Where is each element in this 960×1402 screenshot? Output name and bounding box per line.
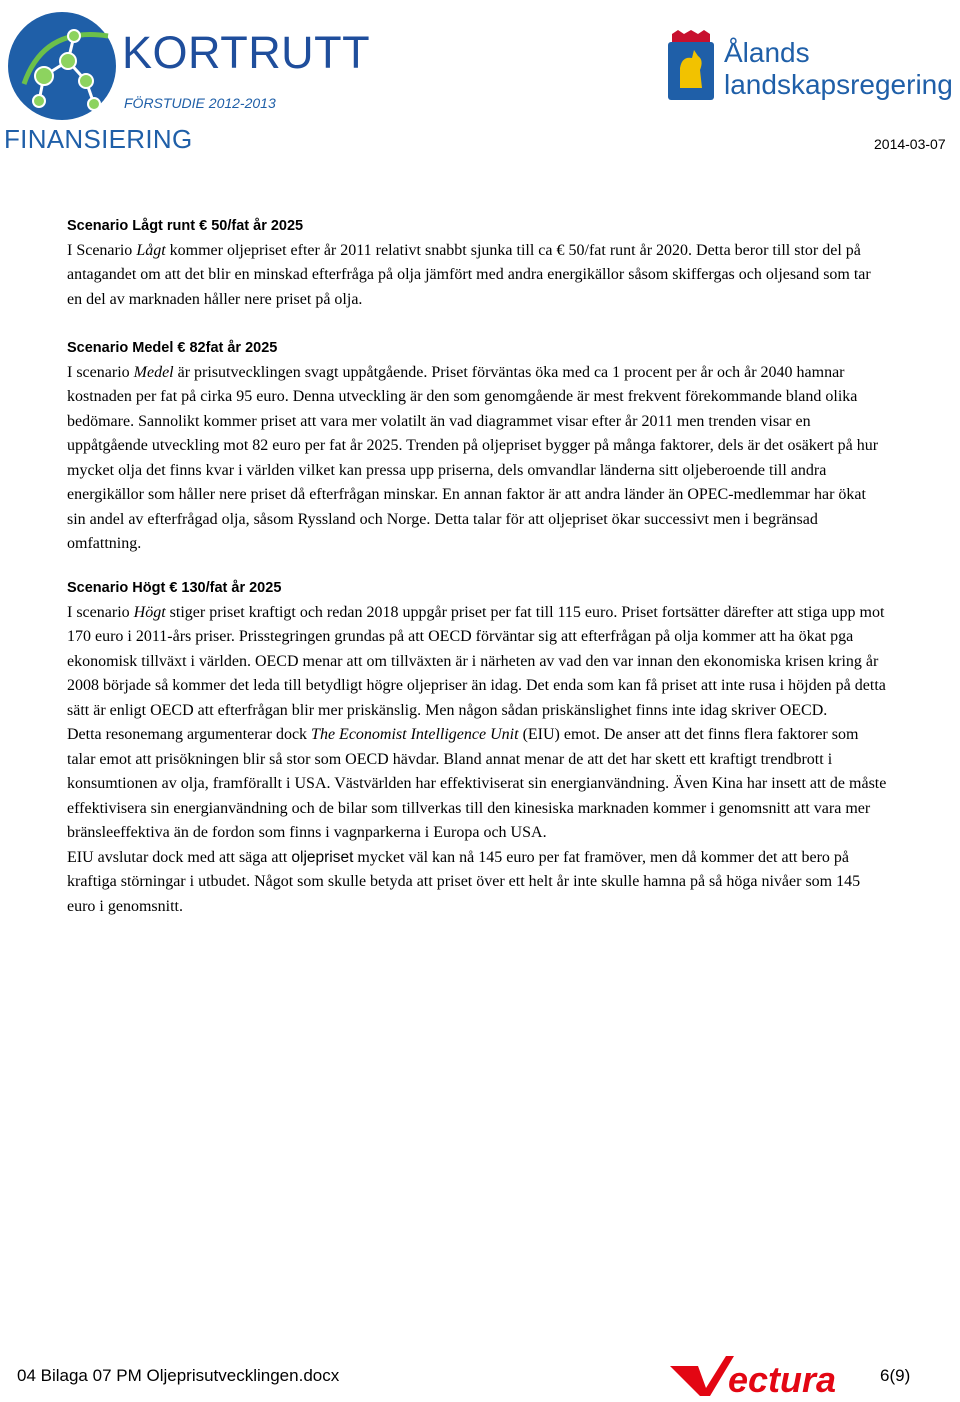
scenario-medium-heading: Scenario Medel € 82fat år 2025 [67,340,278,356]
footer-page-number: 6(9) [880,1366,911,1385]
molecule-network-icon [4,6,120,124]
svg-text:landskapsregering: landskapsregering [724,69,953,100]
aland-coat-of-arms-icon [668,30,954,110]
project-title: KORTRUTT [122,27,371,78]
scenario-low-section [67,214,887,312]
scenario-high-section [67,576,887,919]
scenario-high-paragraph-2: Detta resonemang argumenterar dock The Economist Intelligence Unit (EIU) emot. De anser att det finns flera faktorer som talar emot att prisökningen blir så stor som OECD hävdar. Bland annat menar de att det har skett ett kraftigt trendbrott i konsumtionen av olja, framförallt i USA. Västvärlden har effektiviserat sin energianvändning. Även Kina har insett att de måste effektivisera sin energianvändning och de bilar som tillverkas till den kinesiska marknaden kommer i genomsnitt att vara mer bränsleeffektiva än de fordon som finns i vagnparkerna i Europa och USA. [67,726,887,841]
vectura-logo-icon [668,1352,850,1398]
aland-government-logo [668,30,954,110]
scenario-high-paragraph-1: I scenario Högt stiger priset kraftigt och redan 2018 uppgår priset per fat till 115 euro. Priset fortsätter därefter att stiga upp mot 170 euro i 2011-års priser. Prisstegringen grundas på att OECD förväntar sig att efterfrågan på olja kommer att ha ökat pga ekonomisk tillväxt i världen. OECD menar att om tillväxten är i närheten av vad den var innan den ekonomiska krisen kring år 2008 började så kommer det leda till betydligt högre oljepriser än idag. Det enda som kan få priset att inte rusa i höjden på detta sätt är enligt OECD att efterfrågan blir mer priskänslig. Men någon sådan priskänslighet finns inte idag skriver OECD. [67,603,886,719]
scenario-medium-section [67,336,887,557]
scenario-high-paragraph-3: EIU avslutar dock med att säga att oljepriset mycket väl kan nå 145 euro per fat framöver, men då kommer det att bero på kraftiga störningar i utbudet. Något som skulle betyda att priset över ett helt år inte skulle hamna på så höga nivåer som 145 euro i genomsnitt. [67,848,861,915]
footer-filename: 04 Bilaga 07 PM Oljeprisutvecklingen.docx [17,1366,340,1385]
scenario-low-paragraph: I Scenario Lågt kommer oljepriset efter år 2011 relativt snabbt sjunka till ca € 50/fat runt år 2020. Detta beror till stor del på antagandet om att det blir en minskad efterfråga på olja jämfört med andra energikällor såsom skiffergas och oljesand som tar en del av marknaden håller nere priset på olja. [67,241,871,308]
scenario-low-heading: Scenario Lågt runt € 50/fat år 2025 [67,218,304,234]
svg-text:Ålands: Ålands [724,37,810,68]
header-date: 2014-03-07 [874,136,946,152]
scenario-high-heading: Scenario Högt € 130/fat år 2025 [67,580,282,596]
project-subtitle: FÖRSTUDIE 2012-2013 [124,95,276,111]
scenario-medium-paragraph: I scenario Medel är prisutvecklingen svagt uppåtgående. Priset förväntas öka med ca 1 procent per år och år 2040 hamnar kostnaden per fat på cirka 95 euro. Denna utveckling är den som genomgående är mest frekvent förekommande bland olika bedömare. Sannolikt kommer priset att vara mer volatilt än vad diagrammet visar efter år 2011 men trenden visar en uppåtgående utveckling mot 82 euro per fat år 2025. Trenden på oljepriset bygger på många faktorer, dels är det osäkert på hur mycket olja det finns kvar i världen vilket kan pressa upp priserna, dels omvandlar länderna sitt oljeberoende till andra energikällor som håller nere priset då efterfrågan minskar. En annan faktor är att andra länder än OPEC-medlemmar har ökat sin andel av efterfrågad olja, såsom Ryssland och Norge. Detta talar för att oljepriset ökar successivt men i begränsad omfattning. [67,363,879,552]
svg-text:ectura: ectura [728,1359,837,1398]
section-title: FINANSIERING [4,124,193,154]
